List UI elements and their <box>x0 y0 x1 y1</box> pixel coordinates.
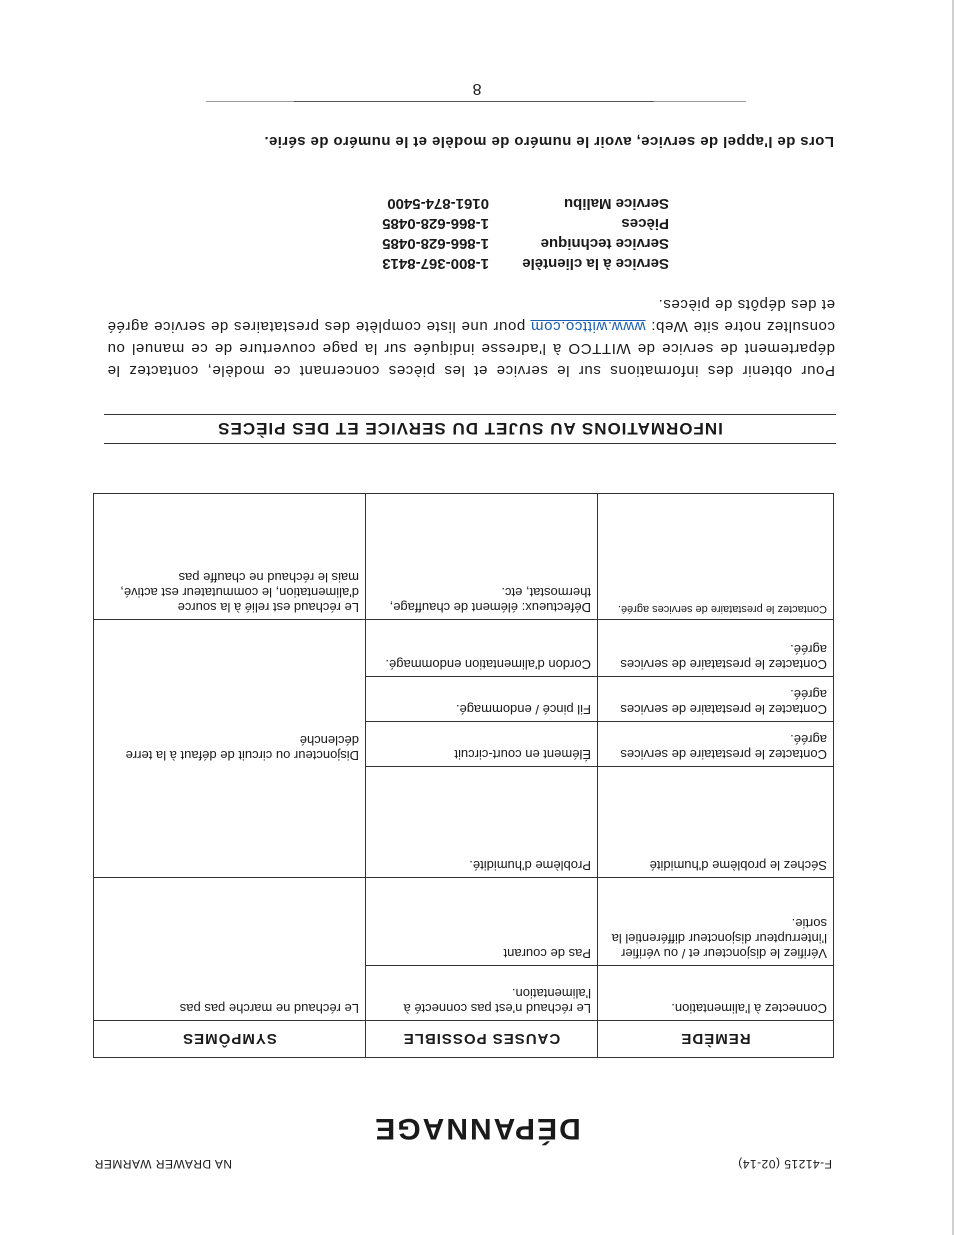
contact-row <box>329 253 669 273</box>
cause-cell: Défectueux: élément de chauffage, thermostat, etc. <box>366 494 598 620</box>
remedy-cell: Contactez le prestataire de services agréé. <box>598 677 834 722</box>
contact-number: 1-800-367-8413 <box>382 255 489 272</box>
symptom-cell: Disjoncteur ou circuit de défaut à la terre déclenché <box>94 620 366 878</box>
table-row <box>94 494 834 620</box>
website-link[interactable]: www.wittco.com <box>530 318 646 335</box>
cause-cell: Élément en court-circuit <box>366 722 598 767</box>
service-section-heading: INFORMATIONS AU SUJET DU SERVICE ET DES PIÈCES <box>104 414 836 444</box>
contact-label: Service Malibu <box>563 195 669 212</box>
footer-rule-dark <box>294 101 654 102</box>
remedy-cell: Contactez le prestataire de services agréé. <box>598 620 834 677</box>
table-row <box>94 966 834 1021</box>
document-code: F-41215 (02-14) <box>737 1157 832 1171</box>
contact-row <box>329 233 669 253</box>
service-paragraph-text: Pour obtenir des informations sur le service et les pièces concernant ce modèle, contactez le département de service de WITTCO à l'adresse indiquée sur la page couverture de ce manuel ou consultez notre site Web: <box>107 318 835 379</box>
contact-list <box>329 193 669 273</box>
symptom-cell: Le réchaud ne marche pas pas <box>94 878 366 1021</box>
remedy-cell: Contactez le prestataire de services agréé. <box>598 494 834 620</box>
remedy-cell: Connectez à l'alimentation. <box>598 966 834 1021</box>
contact-label: Service à la clientèle <box>522 255 669 272</box>
contact-number: 1-866-628-0485 <box>382 235 489 252</box>
cause-cell: Problème d'humidité. <box>366 767 598 878</box>
cause-cell: Le réchaud n'est pas connecté à l'alimentation. <box>366 966 598 1021</box>
remedy-cell: Séchez le problème d'humidité <box>598 767 834 878</box>
table-row <box>94 767 834 878</box>
cause-cell: Cordon d'alimentation endommagé. <box>366 620 598 677</box>
symptom-cell: Le réchaud est relié à la source d'alimentation, le commutateur est activé, mais le réchaud ne chauffe pas <box>94 494 366 620</box>
contact-row <box>329 213 669 233</box>
remedy-cell: Vérifiez le disjoncteur et / ou vérifier l'interrupteur disjoncteur différentiel la sortie. <box>598 878 834 966</box>
product-name: NA DRAWER WARMER <box>94 1157 232 1171</box>
contact-label: Pièces <box>621 215 669 232</box>
page-title: DÉPANNAGE <box>373 1112 581 1145</box>
column-header-causes: CAUSES POSSIBLE <box>366 1021 598 1058</box>
column-header-remedy: REMÈDE <box>598 1021 834 1058</box>
contact-number: 0161-874-5400 <box>387 195 489 212</box>
cause-cell: Pas de courant <box>366 878 598 966</box>
contact-label: Service technique <box>540 235 669 252</box>
column-header-symptoms: SYMPÔMES <box>94 1021 366 1058</box>
remedy-cell: Contactez le prestataire de services agréé. <box>598 722 834 767</box>
troubleshooting-table <box>93 493 834 1058</box>
table-header-row <box>94 1021 834 1058</box>
contact-row <box>329 193 669 213</box>
service-paragraph <box>107 293 835 381</box>
cause-cell: Fil pincé / endommagé. <box>366 677 598 722</box>
page-number: 8 <box>472 80 482 97</box>
service-call-note: Lors de l'appel de service, avoir le numéro de modèle et le numéro de série. <box>264 133 834 150</box>
contact-number: 1-866-628-0485 <box>382 215 489 232</box>
service-paragraph-text-end: pour une liste complète des prestataires de service agréé et des dépôts de pièces. <box>107 296 835 335</box>
